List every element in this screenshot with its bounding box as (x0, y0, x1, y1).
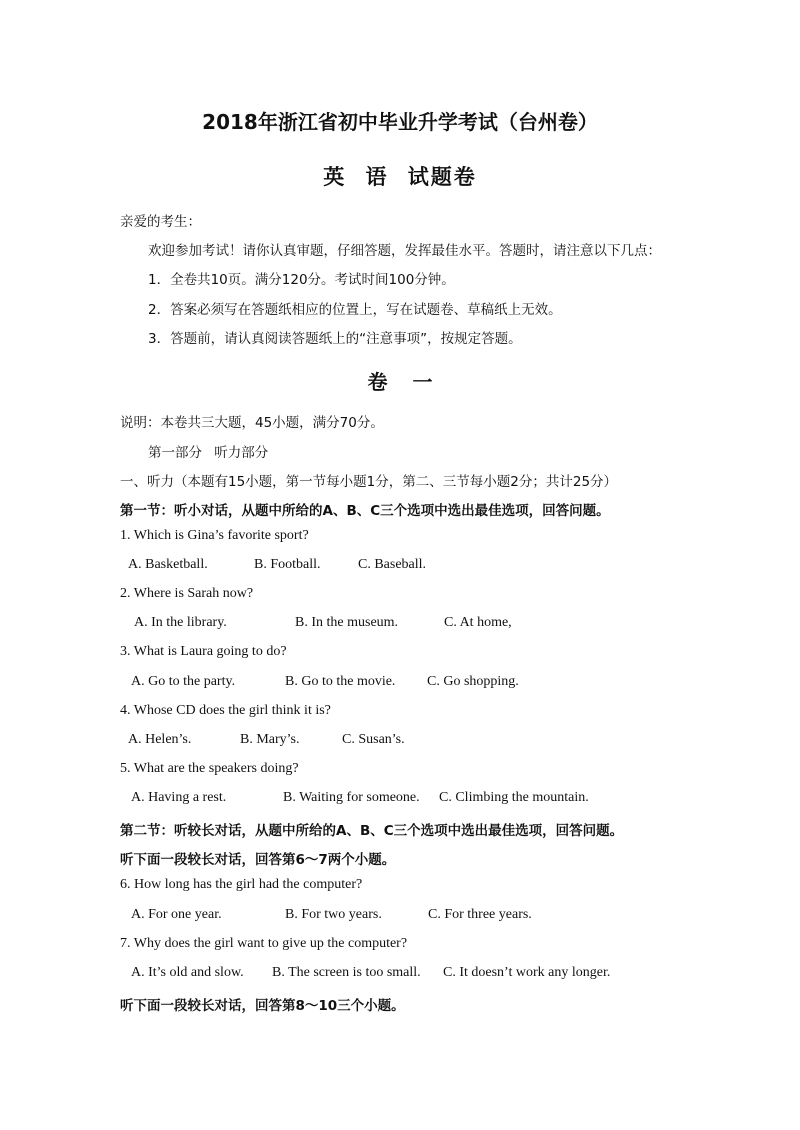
section-header: 一、听力（本题有15小题，第一节每小题1分，第二、三节每小题2分；共计25分） (120, 474, 618, 490)
q7-option-b: B. The screen is too small. (272, 965, 421, 980)
q4-option-a: A. Helen’s. (128, 732, 192, 747)
exam-subtitle: 英 语 试题卷 (323, 165, 477, 189)
section-1-instructions: 第一节：听小对话，从题中所给的A、B、C三个选项中选出最佳选项，回答问题。 (120, 503, 610, 519)
question-6: 6. How long has the girl had the computer? (120, 877, 363, 892)
q4-option-c: C. Susan’s. (342, 732, 405, 747)
notice-intro: 欢迎参加考试！请你认真审题，仔细答题，发挥最佳水平。答题时，请注意以下几点： (148, 243, 661, 259)
q3-option-a: A. Go to the party. (131, 674, 236, 689)
volume-description: 说明：本卷共三大题，45小题，满分70分。 (120, 415, 384, 431)
q5-option-c: C. Climbing the mountain. (439, 790, 589, 805)
question-7: 7. Why does the girl want to give up the computer? (120, 936, 408, 951)
section-2-instructions: 第二节：听较长对话，从题中所给的A、B、C三个选项中选出最佳选项，回答问题。 (120, 823, 624, 839)
dialog-note-6-7: 听下面一段较长对话，回答第6～7两个小题。 (120, 852, 396, 868)
question-5: 5. What are the speakers doing? (120, 761, 299, 776)
question-4: 4. Whose CD does the girl think it is? (120, 703, 331, 718)
q1-option-c: C. Baseball. (358, 557, 427, 572)
dialog-note-8-10: 听下面一段较长对话，回答第8～10三个小题。 (120, 998, 405, 1014)
question-2: 2. Where is Sarah now? (120, 586, 254, 601)
notice-item-2: 2．答案必须写在答题纸相应的位置上，写在试题卷、草稿纸上无效。 (148, 302, 562, 318)
question-3: 3. What is Laura going to do? (120, 644, 287, 659)
greeting: 亲爱的考生： (120, 214, 201, 230)
q2-option-c: C. At home, (444, 615, 512, 630)
volume-title: 卷 一 (367, 370, 433, 394)
q3-option-b: B. Go to the movie. (285, 674, 396, 689)
exam-title: 2018年浙江省初中毕业升学考试（台州卷） (202, 110, 598, 134)
q3-option-c: C. Go shopping. (427, 674, 519, 689)
q2-option-b: B. In the museum. (295, 615, 399, 630)
q7-option-a: A. It’s old and slow. (131, 965, 244, 980)
q4-option-b: B. Mary’s. (240, 732, 300, 747)
q1-option-b: B. Football. (254, 557, 321, 572)
notice-item-1: 1．全卷共10页。满分120分。考试时间100分钟。 (148, 272, 455, 288)
question-1: 1. Which is Gina’s favorite sport? (120, 528, 309, 543)
notice-item-3: 3．答题前，请认真阅读答题纸上的“注意事项”，按规定答题。 (148, 331, 522, 347)
q6-option-c: C. For three years. (428, 907, 532, 922)
q2-option-a: A. In the library. (134, 615, 227, 630)
q5-option-b: B. Waiting for someone. (283, 790, 420, 805)
q7-option-c: C. It doesn’t work any longer. (443, 965, 611, 980)
part-title: 第一部分 听力部分 (148, 445, 269, 461)
q1-option-a: A. Basketball. (128, 557, 208, 572)
q5-option-a: A. Having a rest. (131, 790, 227, 805)
q6-option-a: A. For one year. (131, 907, 222, 922)
q6-option-b: B. For two years. (285, 907, 382, 922)
